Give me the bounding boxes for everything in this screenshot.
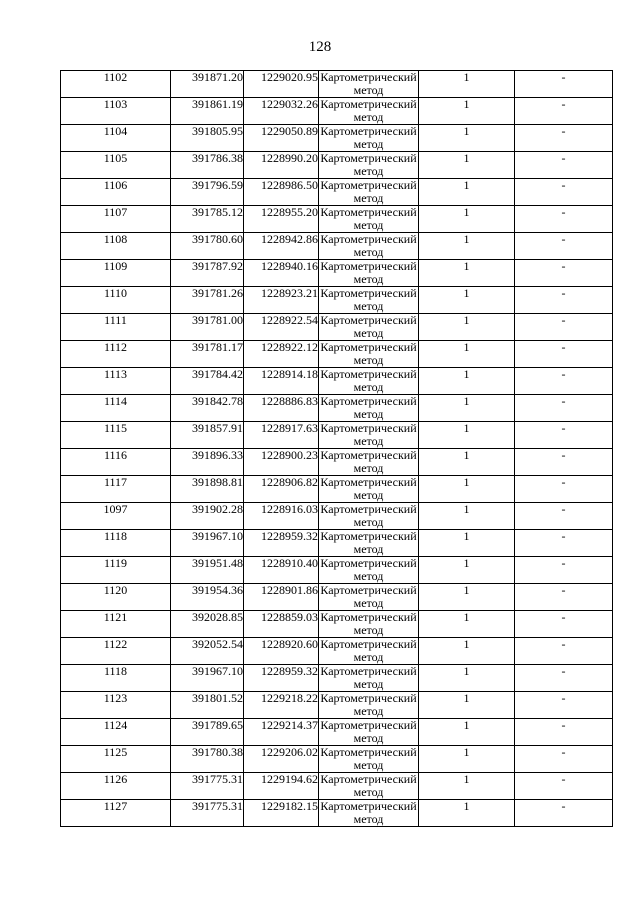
table-row (61, 422, 613, 449)
x-coordinate-cell: 391857.91 (171, 422, 244, 449)
note-cell: - (515, 98, 613, 125)
x-coordinate-cell: 391785.12 (171, 206, 244, 233)
method-text: Картометрический метод (320, 475, 417, 502)
x-coordinate-cell: 391898.81 (171, 476, 244, 503)
method-cell (319, 665, 419, 692)
x-coordinate-cell: 391967.10 (171, 530, 244, 557)
note-cell: - (515, 422, 613, 449)
y-coordinate-cell: 1229050.89 (244, 125, 319, 152)
x-coordinate-cell: 391796.59 (171, 179, 244, 206)
method-text: Картометрический метод (320, 691, 417, 718)
point-number-cell: 1121 (61, 611, 171, 638)
point-number-cell: 1097 (61, 503, 171, 530)
note-cell: - (515, 368, 613, 395)
method-cell (319, 341, 419, 368)
method-cell (319, 611, 419, 638)
point-number-cell: 1107 (61, 206, 171, 233)
y-coordinate-cell: 1228901.86 (244, 584, 319, 611)
accuracy-cell: 1 (419, 98, 515, 125)
table-row (61, 368, 613, 395)
page-number: 128 (308, 39, 332, 55)
table-row (61, 152, 613, 179)
note-cell: - (515, 395, 613, 422)
note-cell: - (515, 71, 613, 98)
note-cell: - (515, 557, 613, 584)
method-cell (319, 800, 419, 827)
method-cell (319, 314, 419, 341)
y-coordinate-cell: 1229218.22 (244, 692, 319, 719)
point-number-cell: 1108 (61, 233, 171, 260)
y-coordinate-cell: 1228922.54 (244, 314, 319, 341)
note-cell: - (515, 638, 613, 665)
x-coordinate-cell: 392052.54 (171, 638, 244, 665)
note-cell: - (515, 206, 613, 233)
method-cell (319, 773, 419, 800)
point-number-cell: 1119 (61, 557, 171, 584)
table-row (61, 611, 613, 638)
point-number-cell: 1112 (61, 341, 171, 368)
y-coordinate-cell: 1228916.03 (244, 503, 319, 530)
note-cell: - (515, 773, 613, 800)
accuracy-cell: 1 (419, 476, 515, 503)
point-number-cell: 1102 (61, 71, 171, 98)
coordinates-table-body (61, 71, 613, 827)
note-cell: - (515, 233, 613, 260)
accuracy-cell: 1 (419, 179, 515, 206)
table-row (61, 638, 613, 665)
accuracy-cell: 1 (419, 530, 515, 557)
method-cell (319, 530, 419, 557)
table-row (61, 71, 613, 98)
y-coordinate-cell: 1228917.63 (244, 422, 319, 449)
method-text: Картометрический метод (320, 124, 417, 151)
method-cell (319, 233, 419, 260)
note-cell: - (515, 692, 613, 719)
table-row (61, 341, 613, 368)
point-number-cell: 1105 (61, 152, 171, 179)
y-coordinate-cell: 1228922.12 (244, 341, 319, 368)
accuracy-cell: 1 (419, 368, 515, 395)
y-coordinate-cell: 1228900.23 (244, 449, 319, 476)
point-number-cell: 1127 (61, 800, 171, 827)
point-number-cell: 1111 (61, 314, 171, 341)
accuracy-cell: 1 (419, 125, 515, 152)
x-coordinate-cell: 391842.78 (171, 395, 244, 422)
x-coordinate-cell: 391896.33 (171, 449, 244, 476)
y-coordinate-cell: 1229182.15 (244, 800, 319, 827)
table-row (61, 557, 613, 584)
accuracy-cell: 1 (419, 800, 515, 827)
method-cell (319, 692, 419, 719)
method-cell (319, 422, 419, 449)
method-cell (319, 503, 419, 530)
method-text: Картометрический метод (320, 340, 417, 367)
point-number-cell: 1106 (61, 179, 171, 206)
method-cell (319, 557, 419, 584)
point-number-cell: 1124 (61, 719, 171, 746)
accuracy-cell: 1 (419, 71, 515, 98)
x-coordinate-cell: 391786.38 (171, 152, 244, 179)
table-row (61, 125, 613, 152)
note-cell: - (515, 611, 613, 638)
method-text: Картометрический метод (320, 394, 417, 421)
y-coordinate-cell: 1229032.26 (244, 98, 319, 125)
coordinates-table (60, 70, 613, 827)
x-coordinate-cell: 391967.10 (171, 665, 244, 692)
y-coordinate-cell: 1228886.83 (244, 395, 319, 422)
y-coordinate-cell: 1228910.40 (244, 557, 319, 584)
y-coordinate-cell: 1228986.50 (244, 179, 319, 206)
note-cell: - (515, 314, 613, 341)
accuracy-cell: 1 (419, 287, 515, 314)
accuracy-cell: 1 (419, 449, 515, 476)
x-coordinate-cell: 391789.65 (171, 719, 244, 746)
table-row (61, 692, 613, 719)
method-cell (319, 449, 419, 476)
method-text: Картометрический метод (320, 367, 417, 394)
y-coordinate-cell: 1228940.16 (244, 260, 319, 287)
note-cell: - (515, 125, 613, 152)
x-coordinate-cell: 391954.36 (171, 584, 244, 611)
note-cell: - (515, 287, 613, 314)
point-number-cell: 1114 (61, 395, 171, 422)
method-text: Картометрический метод (320, 799, 417, 826)
note-cell: - (515, 584, 613, 611)
accuracy-cell: 1 (419, 557, 515, 584)
method-text: Картометрический метод (320, 718, 417, 745)
accuracy-cell: 1 (419, 611, 515, 638)
method-cell (319, 152, 419, 179)
method-cell (319, 287, 419, 314)
method-text: Картометрический метод (320, 637, 417, 664)
method-cell (319, 476, 419, 503)
method-cell (319, 125, 419, 152)
accuracy-cell: 1 (419, 341, 515, 368)
point-number-cell: 1118 (61, 530, 171, 557)
point-number-cell: 1116 (61, 449, 171, 476)
x-coordinate-cell: 391902.28 (171, 503, 244, 530)
method-cell (319, 98, 419, 125)
note-cell: - (515, 260, 613, 287)
method-text: Картометрический метод (320, 583, 417, 610)
y-coordinate-cell: 1228942.86 (244, 233, 319, 260)
x-coordinate-cell: 391775.31 (171, 800, 244, 827)
note-cell: - (515, 530, 613, 557)
method-text: Картометрический метод (320, 232, 417, 259)
y-coordinate-cell: 1228955.20 (244, 206, 319, 233)
method-text: Картометрический метод (320, 745, 417, 772)
x-coordinate-cell: 391805.95 (171, 125, 244, 152)
method-cell (319, 179, 419, 206)
note-cell: - (515, 152, 613, 179)
accuracy-cell: 1 (419, 260, 515, 287)
method-text: Картометрический метод (320, 286, 417, 313)
table-row (61, 395, 613, 422)
y-coordinate-cell: 1228923.21 (244, 287, 319, 314)
point-number-cell: 1115 (61, 422, 171, 449)
note-cell: - (515, 449, 613, 476)
method-text: Картометрический метод (320, 529, 417, 556)
note-cell: - (515, 800, 613, 827)
method-text: Картометрический метод (320, 151, 417, 178)
accuracy-cell: 1 (419, 584, 515, 611)
accuracy-cell: 1 (419, 773, 515, 800)
y-coordinate-cell: 1229194.62 (244, 773, 319, 800)
y-coordinate-cell: 1228920.60 (244, 638, 319, 665)
method-text: Картометрический метод (320, 610, 417, 637)
point-number-cell: 1120 (61, 584, 171, 611)
point-number-cell: 1103 (61, 98, 171, 125)
y-coordinate-cell: 1228914.18 (244, 368, 319, 395)
accuracy-cell: 1 (419, 692, 515, 719)
table-row (61, 719, 613, 746)
point-number-cell: 1109 (61, 260, 171, 287)
point-number-cell: 1104 (61, 125, 171, 152)
table-row (61, 584, 613, 611)
point-number-cell: 1113 (61, 368, 171, 395)
x-coordinate-cell: 391861.19 (171, 98, 244, 125)
point-number-cell: 1126 (61, 773, 171, 800)
table-row (61, 98, 613, 125)
accuracy-cell: 1 (419, 314, 515, 341)
y-coordinate-cell: 1228959.32 (244, 665, 319, 692)
accuracy-cell: 1 (419, 665, 515, 692)
note-cell: - (515, 341, 613, 368)
x-coordinate-cell: 391871.20 (171, 71, 244, 98)
method-text: Картометрический метод (320, 70, 417, 97)
point-number-cell: 1123 (61, 692, 171, 719)
table-row (61, 206, 613, 233)
method-text: Картометрический метод (320, 178, 417, 205)
method-cell (319, 260, 419, 287)
method-text: Картометрический метод (320, 502, 417, 529)
table-row (61, 800, 613, 827)
accuracy-cell: 1 (419, 422, 515, 449)
y-coordinate-cell: 1229214.37 (244, 719, 319, 746)
method-text: Картометрический метод (320, 259, 417, 286)
method-text: Картометрический метод (320, 205, 417, 232)
table-row (61, 233, 613, 260)
point-number-cell: 1118 (61, 665, 171, 692)
method-text: Картометрический метод (320, 421, 417, 448)
x-coordinate-cell: 391787.92 (171, 260, 244, 287)
x-coordinate-cell: 391775.31 (171, 773, 244, 800)
method-text: Картометрический метод (320, 97, 417, 124)
method-cell (319, 206, 419, 233)
x-coordinate-cell: 391780.38 (171, 746, 244, 773)
method-cell (319, 584, 419, 611)
y-coordinate-cell: 1228959.32 (244, 530, 319, 557)
x-coordinate-cell: 391951.48 (171, 557, 244, 584)
table-row (61, 746, 613, 773)
note-cell: - (515, 746, 613, 773)
method-cell (319, 746, 419, 773)
accuracy-cell: 1 (419, 206, 515, 233)
note-cell: - (515, 503, 613, 530)
method-text: Картометрический метод (320, 772, 417, 799)
method-cell (319, 638, 419, 665)
method-text: Картометрический метод (320, 448, 417, 475)
x-coordinate-cell: 391801.52 (171, 692, 244, 719)
accuracy-cell: 1 (419, 233, 515, 260)
table-row (61, 503, 613, 530)
point-number-cell: 1125 (61, 746, 171, 773)
x-coordinate-cell: 392028.85 (171, 611, 244, 638)
method-text: Картометрический метод (320, 313, 417, 340)
x-coordinate-cell: 391780.60 (171, 233, 244, 260)
y-coordinate-cell: 1228859.03 (244, 611, 319, 638)
table-row (61, 314, 613, 341)
x-coordinate-cell: 391781.26 (171, 287, 244, 314)
x-coordinate-cell: 391781.00 (171, 314, 244, 341)
table-row (61, 260, 613, 287)
method-text: Картометрический метод (320, 556, 417, 583)
table-row (61, 665, 613, 692)
y-coordinate-cell: 1228906.82 (244, 476, 319, 503)
note-cell: - (515, 719, 613, 746)
method-text: Картометрический метод (320, 664, 417, 691)
x-coordinate-cell: 391784.42 (171, 368, 244, 395)
method-cell (319, 719, 419, 746)
table-row (61, 179, 613, 206)
accuracy-cell: 1 (419, 638, 515, 665)
accuracy-cell: 1 (419, 152, 515, 179)
accuracy-cell: 1 (419, 395, 515, 422)
note-cell: - (515, 179, 613, 206)
accuracy-cell: 1 (419, 719, 515, 746)
method-cell (319, 71, 419, 98)
table-row (61, 530, 613, 557)
y-coordinate-cell: 1229020.95 (244, 71, 319, 98)
table-row (61, 773, 613, 800)
note-cell: - (515, 665, 613, 692)
accuracy-cell: 1 (419, 746, 515, 773)
table-row (61, 449, 613, 476)
method-cell (319, 368, 419, 395)
note-cell: - (515, 476, 613, 503)
method-cell (319, 395, 419, 422)
x-coordinate-cell: 391781.17 (171, 341, 244, 368)
accuracy-cell: 1 (419, 503, 515, 530)
y-coordinate-cell: 1228990.20 (244, 152, 319, 179)
y-coordinate-cell: 1229206.02 (244, 746, 319, 773)
table-row (61, 476, 613, 503)
point-number-cell: 1110 (61, 287, 171, 314)
table-row (61, 287, 613, 314)
point-number-cell: 1117 (61, 476, 171, 503)
point-number-cell: 1122 (61, 638, 171, 665)
